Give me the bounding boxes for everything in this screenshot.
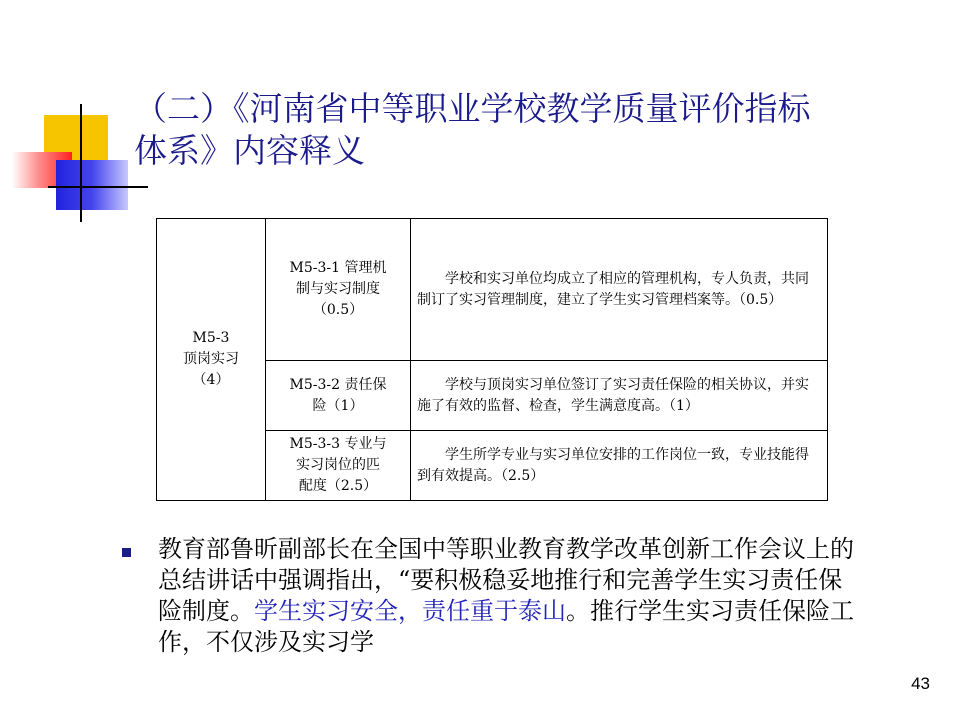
paragraph-text-part2: 。推行学生实习责任保险工作，不仅涉及实习学 <box>158 597 854 656</box>
bullet-paragraph <box>158 534 862 658</box>
item-cell <box>266 219 411 361</box>
category-label: M5-3 顶岗实习 （4） <box>183 330 239 388</box>
slide-title <box>134 88 934 172</box>
decor-horizontal-line <box>48 186 148 188</box>
evaluation-table <box>156 218 828 501</box>
item-label: M5-3-1 管理机 制与实习制度 （0.5） <box>289 260 387 318</box>
table-row <box>157 219 828 361</box>
item-cell <box>266 431 411 501</box>
item-cell <box>266 361 411 431</box>
description-text: 学校和实习单位均成立了相应的管理机构，专人负责，共同制订了实习管理制度，建立了学生实习管理档案等。（0.5） <box>417 270 809 308</box>
paragraph-text-part1: 教育部鲁昕副部长在全国中等职业教育教学改革创新工作会议上的总结讲话中强调指出，“要积极稳妥地推行和完善学生实习责任保险制度。 <box>158 535 854 625</box>
description-cell <box>411 431 828 501</box>
decor-blue-square <box>56 160 128 210</box>
page-number: 43 <box>911 674 930 693</box>
item-label: M5-3-3 专业与 实习岗位的匹 配度（2.5） <box>289 436 387 494</box>
description-text: 学生所学专业与实习单位安排的工作岗位一致，专业技能得到有效提高。（2.5） <box>417 446 809 484</box>
slide-title-line2: 体系》内容释义 <box>134 131 365 170</box>
paragraph-highlight: 学生实习安全，责任重于泰山 <box>254 597 566 625</box>
description-cell <box>411 361 828 431</box>
item-label: M5-3-2 责任保 险（1） <box>289 376 387 414</box>
description-text: 学校与顶岗实习单位签订了实习责任保险的相关协议，并实施了有效的监督、检查，学生满意度高。（1） <box>417 376 809 414</box>
decor-vertical-line <box>80 104 82 222</box>
category-cell <box>157 219 266 501</box>
slide-title-line1: （二）《河南省中等职业学校教学质量评价指标 <box>134 89 811 128</box>
bullet-square-icon <box>122 548 131 557</box>
description-cell <box>411 219 828 361</box>
